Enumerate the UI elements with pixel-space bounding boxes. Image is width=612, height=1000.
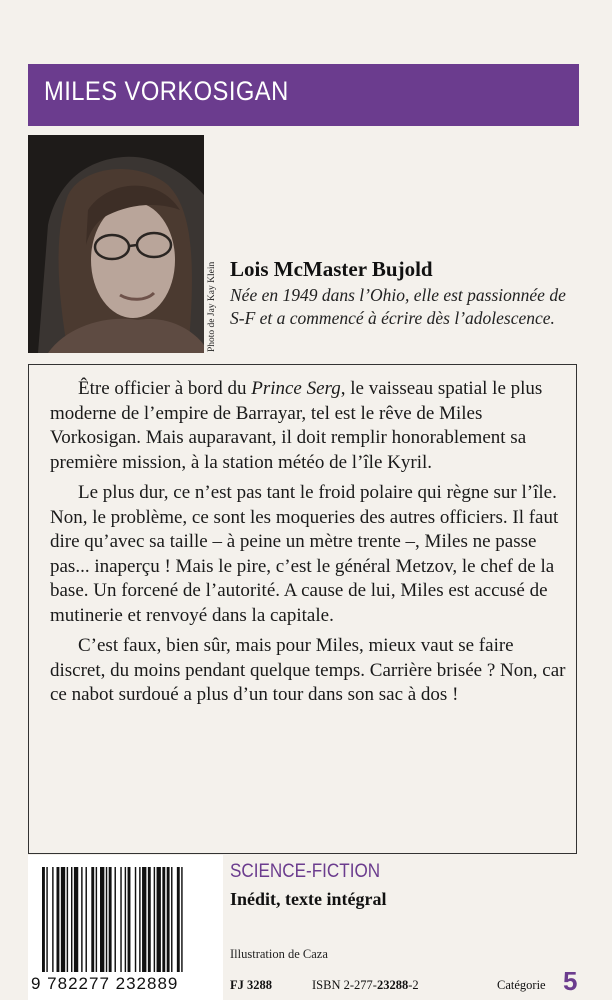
summary-paragraph-2: Le plus dur, ce n’est pas tant le froid polaire qui règne sur l’île. Non, le problème, ce sont les moqueries des autres officiers. Il faut dire qu’avec sa taille – à peine un mètre trente –, Miles ne passe pas... inaperçu ! Mais le pire, c’est le général Metzov, le chef de la base. Un forcené de l’autorité. A cause de lui, Miles est accusé de mutinerie et renvoyé dans la capitale. [50, 482, 559, 626]
category-label: Catégorie [497, 978, 546, 992]
genre-label: SCIENCE-FICTION [230, 861, 381, 882]
isbn-prefix: ISBN 2-277- [312, 978, 377, 992]
summary-p1-end: , le vaisseau spatial le plus moderne de l’empire de Barrayar, tel est le rêve de Miles Vorkosigan. Mais auparavant, il doit remplir honorablement sa première mission, à la station météo de l’île Kyril. [50, 378, 543, 473]
summary-paragraph-3: C’est faux, bien sûr, mais pour Miles, mieux vaut se faire discret, du moins pendant quelque temps. Carrière brisée ? Non, car ce nabot surdoué a plus d’un tour dans son sac à dos ! [50, 635, 566, 705]
isbn-number: 23288 [376, 978, 409, 992]
barcode-bar [71, 867, 72, 972]
barcode-bar [115, 867, 116, 972]
barcode-bar [177, 867, 180, 972]
barcode-bar [181, 867, 182, 972]
barcode-bar [74, 867, 78, 972]
barcode-number: 9 782277 232889 [31, 974, 179, 993]
author-name: Lois McMaster Bujold [230, 257, 433, 281]
barcode-bar [86, 867, 87, 972]
summary-text [50, 377, 570, 714]
barcode-bar [162, 867, 165, 972]
barcode-bar [171, 867, 172, 972]
barcode-bars [42, 867, 218, 972]
barcode [28, 855, 223, 1000]
photo-credit: Photo de Jay Kay Klein [207, 261, 217, 352]
edition-note: Inédit, texte intégral [230, 889, 387, 909]
isbn-suffix: -2 [408, 978, 419, 992]
barcode-bar [81, 867, 82, 972]
barcode-bar [128, 867, 131, 972]
summary-paragraph-1 [50, 377, 570, 475]
barcode-bar [142, 867, 146, 972]
barcode-bar [67, 867, 68, 972]
barcode-bar [148, 867, 151, 972]
barcode-bar [135, 867, 136, 972]
book-title: MILES VORKOSIGAN [44, 76, 289, 106]
barcode-bar [42, 867, 45, 972]
barcode-bar [125, 867, 126, 972]
barcode-bar [91, 867, 94, 972]
barcode-bar [96, 867, 97, 972]
series-code: FJ 3288 [230, 978, 273, 992]
ship-name: Prince Serg [251, 378, 341, 399]
barcode-bar [109, 867, 112, 972]
barcode-bar [167, 867, 170, 972]
summary-p1-start: Être officier à bord du [78, 378, 252, 399]
barcode-bar [46, 867, 47, 972]
barcode-bar [120, 867, 121, 972]
barcode-bar [139, 867, 140, 972]
barcode-bar [57, 867, 60, 972]
barcode-bar [154, 867, 155, 972]
category-number: 5 [563, 966, 578, 996]
isbn [312, 978, 419, 993]
author-photo [28, 135, 204, 353]
barcode-bar [106, 867, 107, 972]
author-bio: Née en 1949 dans l’Ohio, elle est passionnée de S-F et a commencé à écrire dès l’adolescence. [230, 285, 566, 328]
barcode-bar [157, 867, 161, 972]
barcode-bar [61, 867, 65, 972]
barcode-bar [100, 867, 104, 972]
title-banner [28, 64, 579, 126]
barcode-bar [52, 867, 53, 972]
illustration-credit: Illustration de Caza [230, 947, 328, 961]
